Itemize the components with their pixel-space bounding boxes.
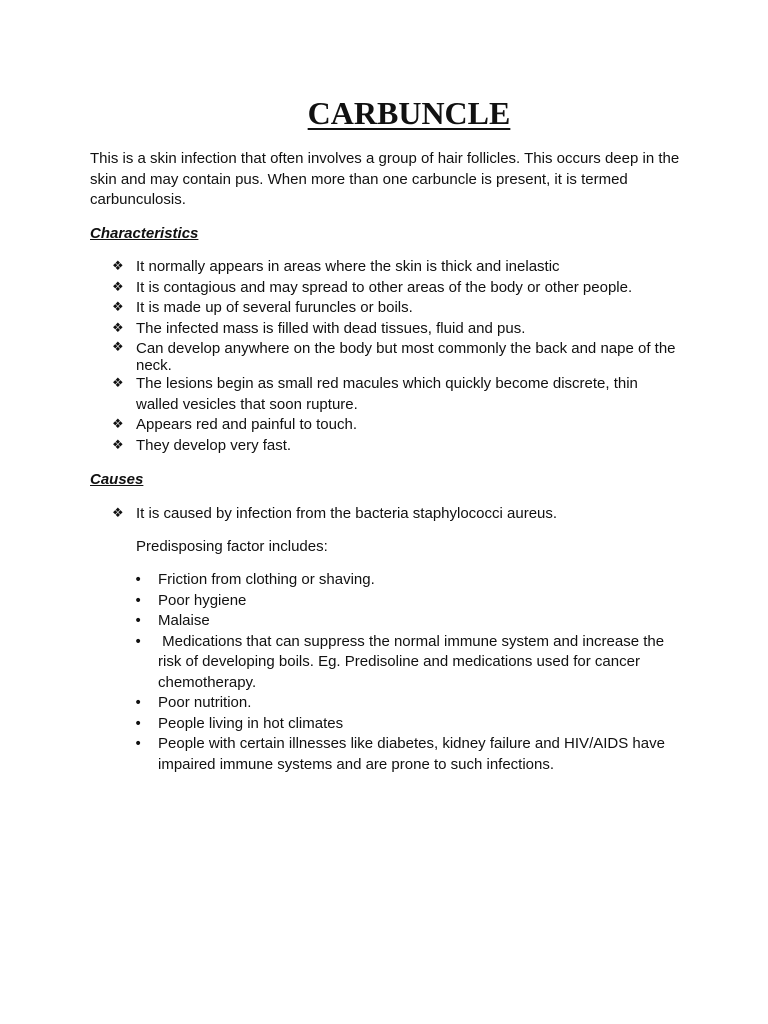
list-item-text: Can develop anywhere on the body but most commonly the back and nape of the neck. xyxy=(136,340,676,374)
diamond-bullet-icon: ❖ xyxy=(112,437,124,453)
list-item xyxy=(134,570,674,591)
list-item xyxy=(112,298,682,319)
list-item xyxy=(134,693,674,714)
bullet-dot-icon: • xyxy=(134,633,143,650)
list-item-text: The lesions begin as small red macules which quickly become discrete, thin walled vesicles that soon rupture. xyxy=(136,375,638,413)
list-item xyxy=(112,415,682,436)
predisposing-factors-list xyxy=(134,570,674,775)
list-item xyxy=(112,257,682,278)
list-item xyxy=(112,374,682,415)
list-item xyxy=(134,632,674,694)
predisposing-intro: Predisposing factor includes: xyxy=(136,538,328,555)
list-item-text: Medications that can suppress the normal immune system and increase the risk of developing boils. Eg. Predisoline and medications used for cancer chemotherapy. xyxy=(158,632,669,691)
list-item-text: Appears red and painful to touch. xyxy=(136,416,357,433)
list-item-text: The infected mass is filled with dead tissues, fluid and pus. xyxy=(136,319,526,337)
page-title: CARBUNCLE xyxy=(307,95,511,131)
bullet-dot-icon: • xyxy=(134,592,143,609)
list-item xyxy=(112,319,682,340)
bullet-dot-icon: • xyxy=(134,695,143,711)
diamond-bullet-icon: ❖ xyxy=(112,417,124,432)
diamond-bullet-icon: ❖ xyxy=(112,320,124,336)
characteristics-list xyxy=(112,257,682,456)
diamond-bullet-icon: ❖ xyxy=(112,259,124,274)
list-item xyxy=(134,611,674,632)
causes-list xyxy=(112,504,682,525)
list-item-text: Poor nutrition. xyxy=(158,694,252,711)
bullet-dot-icon: • xyxy=(134,572,143,588)
list-item xyxy=(134,714,674,735)
list-item xyxy=(112,504,682,525)
causes-heading: Causes xyxy=(90,471,144,488)
intro-paragraph: This is a skin infection that often involves a group of hair follicles. This occurs deep in the skin and may contain pus. When more than one carbuncle is present, it is termed carbunculosis. xyxy=(90,150,680,208)
list-item xyxy=(134,591,674,612)
list-item-text: It is contagious and may spread to other areas of the body or other people. xyxy=(136,278,633,296)
list-item-text: Poor hygiene xyxy=(158,591,247,609)
list-item-text: Friction from clothing or shaving. xyxy=(158,571,375,588)
list-item-text: They develop very fast. xyxy=(136,436,292,454)
list-item-text: People with certain illnesses like diabetes, kidney failure and HIV/AIDS have impaired immune systems and are prone to such infections. xyxy=(158,735,665,773)
list-item xyxy=(112,339,682,374)
list-item-text: People living in hot climates xyxy=(158,714,344,732)
bullet-dot-icon: • xyxy=(134,613,143,629)
diamond-bullet-icon: ❖ xyxy=(112,279,124,295)
characteristics-heading: Characteristics xyxy=(90,225,199,242)
list-item-text: It is made up of several furuncles or boils. xyxy=(136,299,413,316)
list-item-text: It normally appears in areas where the skin is thick and inelastic xyxy=(136,258,560,275)
diamond-bullet-icon: ❖ xyxy=(112,340,124,355)
diamond-bullet-icon: ❖ xyxy=(112,376,124,391)
list-item xyxy=(112,436,682,457)
list-item xyxy=(134,734,674,775)
list-item xyxy=(112,278,682,299)
diamond-bullet-icon: ❖ xyxy=(112,506,124,521)
bullet-dot-icon: • xyxy=(134,715,143,732)
list-item-text: Malaise xyxy=(158,612,210,629)
list-item-text: It is caused by infection from the bacteria staphylococci aureus. xyxy=(136,505,558,522)
bullet-dot-icon: • xyxy=(134,736,143,752)
diamond-bullet-icon: ❖ xyxy=(112,300,124,315)
